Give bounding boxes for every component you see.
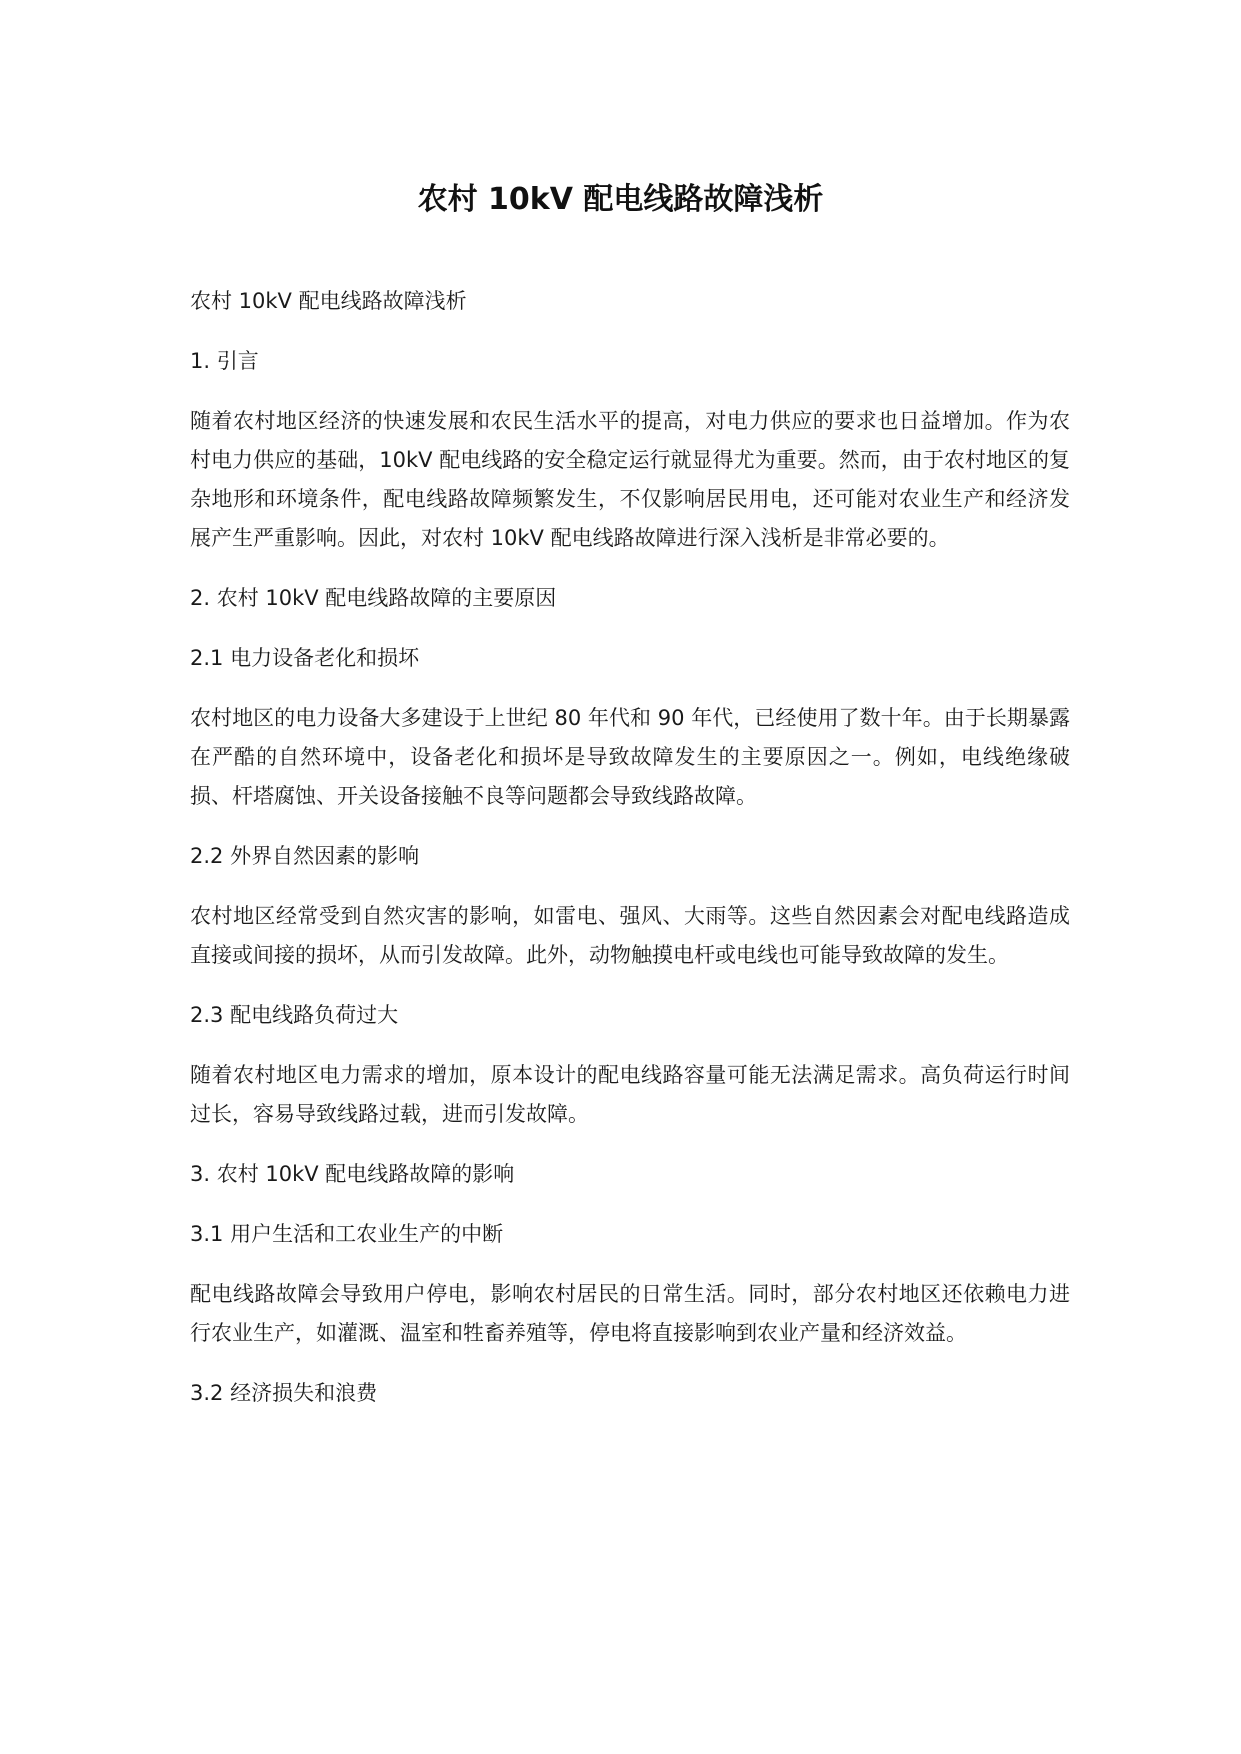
section-heading-3-1: 3.1 用户生活和工农业生产的中断 (190, 1222, 504, 1246)
section-heading-1: 1. 引言 (190, 349, 259, 373)
paragraph-2-3: 随着农村地区电力需求的增加，原本设计的配电线路容量可能无法满足需求。高负荷运行时间过长，容易导致线路过载，进而引发故障。 (190, 1063, 1070, 1126)
subtitle-line: 农村 10kV 配电线路故障浅析 (190, 289, 467, 313)
section-heading-2: 2. 农村 10kV 配电线路故障的主要原因 (190, 586, 557, 610)
paragraph-2-1: 农村地区的电力设备大多建设于上世纪 80 年代和 90 年代，已经使用了数十年。由于长期暴露在严酷的自然环境中，设备老化和损坏是导致故障发生的主要原因之一。例如，电线绝缘破损、杆塔腐蚀、开关设备接触不良等问题都会导致线路故障。 (190, 706, 1070, 808)
section-heading-2-1: 2.1 电力设备老化和损坏 (190, 646, 420, 670)
section-heading-3-2: 3.2 经济损失和浪费 (190, 1381, 378, 1405)
section-heading-2-3: 2.3 配电线路负荷过大 (190, 1003, 399, 1027)
document-title: 农村 10kV 配电线路故障浅析 (417, 182, 824, 217)
section-heading-2-2: 2.2 外界自然因素的影响 (190, 844, 420, 868)
section-heading-3: 3. 农村 10kV 配电线路故障的影响 (190, 1162, 515, 1186)
paragraph-intro: 随着农村地区经济的快速发展和农民生活水平的提高，对电力供应的要求也日益增加。作为农村电力供应的基础，10kV 配电线路的安全稳定运行就显得尤为重要。然而，由于农村地区的复杂地形和环境条件，配电线路故障频繁发生，不仅影响居民用电，还可能对农业生产和经济发展产生严重影响。因此，对农村 10kV 配电线路故障进行深入浅析是非常必要的。 (190, 409, 1070, 550)
document-body (190, 282, 1070, 1434)
paragraph-2-2: 农村地区经常受到自然灾害的影响，如雷电、强风、大雨等。这些自然因素会对配电线路造成直接或间接的损坏，从而引发故障。此外，动物触摸电杆或电线也可能导致故障的发生。 (190, 904, 1070, 967)
paragraph-3-1: 配电线路故障会导致用户停电，影响农村居民的日常生活。同时，部分农村地区还依赖电力进行农业生产，如灌溉、温室和牲畜养殖等，停电将直接影响到农业产量和经济效益。 (190, 1282, 1070, 1345)
